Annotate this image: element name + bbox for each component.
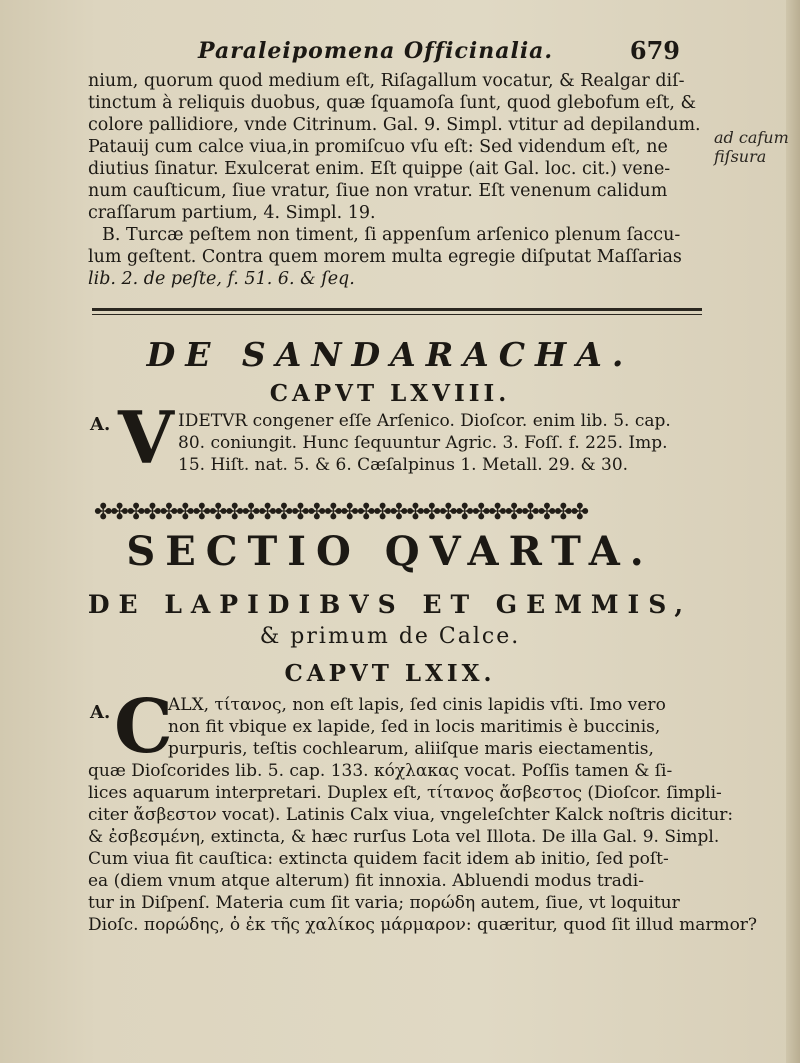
text-line: quæ Dioſcorides lib. 5. cap. 133. κόχλακας vocat. Poſſis tamen & ſi- [88, 761, 673, 781]
section-subheading: DE LAPIDIBVS ET GEMMIS, [87, 590, 693, 619]
decorative-ornament-band: ✤✤✤✤✤✤✤✤✤✤✤✤✤✤✤✤✤✤✤✤✤✤✤✤✤✤✤✤✤✤ [94, 500, 588, 525]
text-line: craſſarum partium, 4. Simpl. 19. [88, 203, 376, 223]
page-header [198, 38, 698, 68]
text-line: num cauſticum, ſiue vratur, ſiue non vratur. Eſt venenum calidum [88, 181, 668, 201]
running-title: Paraleipomena Officinalia. [198, 38, 554, 64]
section-subheading-calce: & primum de Calce. [259, 624, 521, 649]
page-number: 679 [629, 36, 680, 65]
text-line: tinctum à reliquis duobus, quæ ſquamoſa ſunt, quod glebofum eſt, & [88, 93, 697, 113]
text-line: ALX, τίτανος, non eſt lapis, ſed cinis lapidis vſti. Imo vero [168, 695, 666, 715]
text-line: B. Turcæ peſtem non timent, ſi appenſum arſenico plenum ſaccu- [102, 225, 681, 245]
text-line: 80. coniungit. Hunc ſequuntur Agric. 3. Foſſ. f. 225. Imp. [178, 433, 668, 453]
text-line: purpuris, teſtis cochlearum, aliiſque maris eiectamentis, [168, 739, 654, 759]
marginal-marker-a: A. [90, 414, 111, 435]
text-line: citer ἄσβεστον vocat). Latinis Calx viua, vngeleſchter Kalck noſtris dicitur: [88, 805, 734, 825]
text-line: lum geſtent. Contra quem morem multa egregie diſputat Maſſarias [88, 247, 682, 267]
chapter-heading-69: CAPVT LXIX. [284, 660, 496, 687]
text-line: IDETVR congener eſſe Arſenico. Dioſcor. enim lib. 5. cap. [178, 411, 671, 431]
text-line: lib. 2. de peſte, f. 51. 6. & ſeq. [88, 269, 355, 289]
drop-cap-c: C [114, 684, 173, 770]
paragraph-calx [88, 760, 758, 936]
text-line: non fit vbique ex lapide, ſed in locis maritimis è buccinis, [168, 717, 661, 737]
text-line: colore pallidiore, vnde Citrinum. Gal. 9. Simpl. vtitur ad depilandum. [88, 115, 701, 135]
marginal-marker-a2: A. [90, 702, 111, 723]
text-line: & ἐσβεσμένη, extincta, & hæc rurſus Lota vel Illota. De illa Gal. 9. Simpl. [88, 827, 720, 847]
text-line: Dioſc. πορώδης, ὁ ἐκ τῆς χαλίκος μάρμαρον: quæritur, quod ſit illud marmor? [88, 915, 758, 935]
text-line: lices aquarum interpretari. Duplex eſt, τίτανος ἄσβεστος (Dioſcor. ſimpli- [88, 783, 722, 803]
text-line: diutius ſinatur. Exulcerat enim. Eſt quippe (ait Gal. loc. cit.) vene- [88, 159, 671, 179]
drop-cap-v: V [118, 395, 174, 480]
text-line: ea (diem vnum atque alterum) fit innoxia. Abluendi modus tradi- [88, 871, 644, 891]
text-line: 15. Hiſt. nat. 5. & 6. Cæſalpinus 1. Metall. 29. & 30. [178, 455, 629, 475]
paragraph-arsenic-continued [88, 70, 708, 290]
handwritten-margin-note: ad cafum fiſsura [714, 128, 789, 166]
paragraph-sandaracha [178, 410, 698, 476]
text-line: Cum viua fit cauſtica: extincta quidem facit idem ab initio, ſed poſt- [88, 849, 669, 869]
divider-rule [92, 308, 702, 311]
text-line: tur in Diſpenſ. Materia cum ſit varia; πορώδη autem, ſiue, vt loquitur [88, 893, 680, 913]
section-title-sandaracha: DE SANDARACHA. [146, 335, 634, 374]
text-line: Patauij cum calce viua,in promiſcuo vſu eſt: Sed videndum eſt, ne [88, 137, 668, 157]
section-heading-quarta: SECTIO QVARTA. [126, 528, 654, 575]
text-line: nium, quorum quod medium eſt, Riſagallum vocatur, & Realgar diſ- [88, 71, 685, 91]
divider-rule-thin [92, 314, 702, 315]
chapter-heading-68: CAPVT LXVIII. [269, 380, 511, 407]
paragraph-calx-opening [168, 694, 708, 760]
